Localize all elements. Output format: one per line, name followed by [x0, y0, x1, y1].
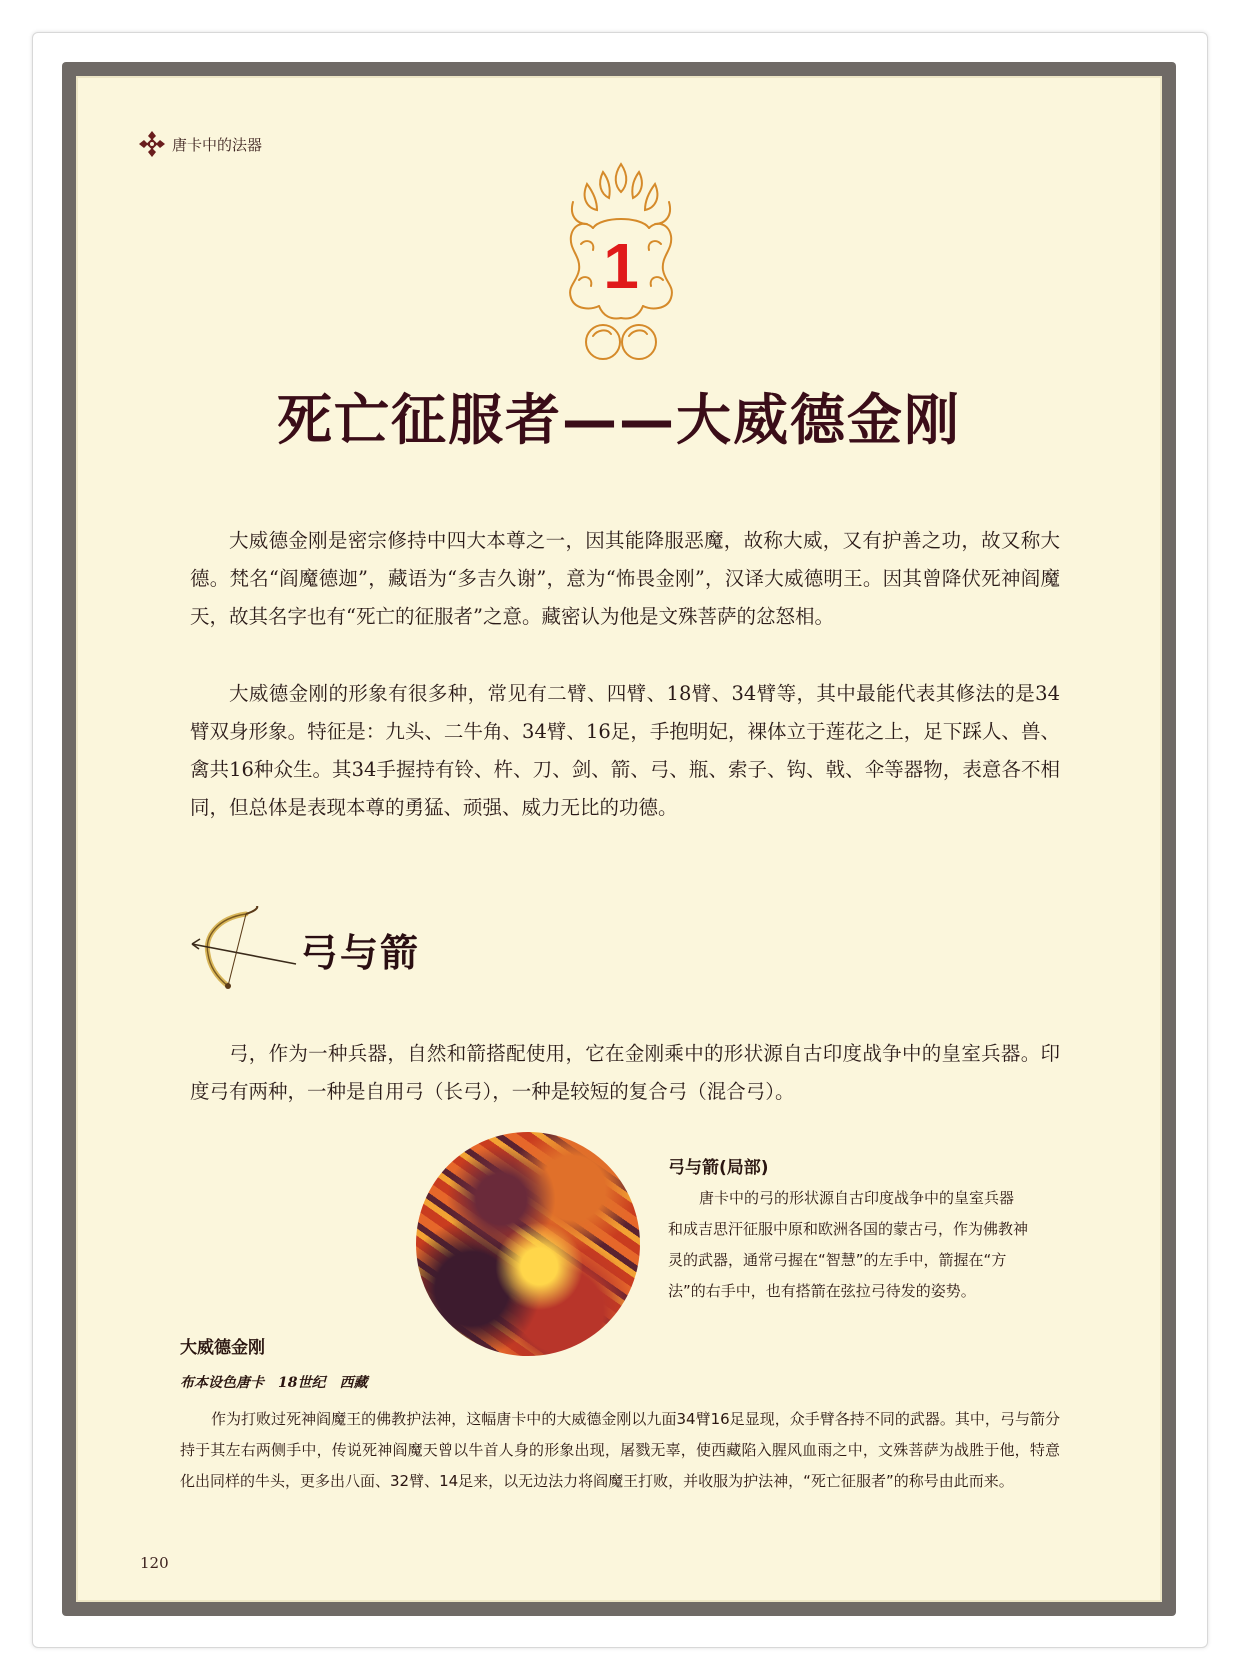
running-header: [138, 130, 262, 158]
book-page: [76, 76, 1162, 1602]
section-heading: 弓与箭: [300, 930, 421, 975]
page-title: 死亡征服者——大威德金刚: [276, 388, 961, 452]
figure-caption-meta: 布本设色唐卡 18世纪 西藏: [180, 1375, 368, 1391]
emblem-numeral: 1: [603, 230, 639, 302]
detail-caption: [668, 1153, 1028, 1307]
detail-caption-title: 弓与箭(局部): [668, 1158, 769, 1178]
intro-paragraph-2: 大威德金刚的形象有很多种，常见有二臂、四臂、18臂、34臂等，其中最能代表其修法的是34臂双身形象。特征是：九头、二牛角、34臂、16足，手抱明妃，裸体立于莲花之上，足下踩人、兽、禽共16种众生。其34手握持有铃、杵、刀、剑、箭、弓、瓶、索子、钩、戟、伞等器物，表意各不相同，但总体是表现本尊的勇猛、顽强、威力无比的功德。: [190, 682, 1060, 819]
bow-and-arrow-icon: [188, 906, 298, 990]
page-number: 120: [140, 1554, 169, 1572]
thangka-detail-image: [416, 1132, 640, 1356]
figure-caption: [180, 1333, 1060, 1497]
figure-caption-title: 大威德金刚: [180, 1338, 265, 1358]
detail-caption-body: 唐卡中的弓的形状源自古印度战争中的皇室兵器和成吉思汗征服中原和欧洲各国的蒙古弓，作为佛教神灵的武器，通常弓握在“智慧”的左手中，箭握在“方法”的右手中，也有搭箭在弦拉弓待发的姿势。: [668, 1189, 1029, 1300]
endless-knot-icon: [138, 130, 166, 158]
intro-paragraph-1: 大威德金刚是密宗修持中四大本尊之一，因其能降服恶魔，故称大威，又有护善之功，故又称大德。梵名“阎魔德迦”，藏语为“多吉久谢”，意为“怖畏金刚”，汉译大威德明王。因其曾降伏死神阎魔天，故其名字也有“死亡的征服者”之意。藏密认为他是文殊菩萨的忿怒相。: [190, 529, 1060, 628]
flame-jewel-emblem: [551, 158, 691, 364]
section-paragraph: 弓，作为一种兵器，自然和箭搭配使用，它在金刚乘中的形状源自古印度战争中的皇室兵器。印度弓有两种，一种是自用弓（长弓），一种是较短的复合弓（混合弓）。: [190, 1042, 1060, 1103]
header-label: 唐卡中的法器: [172, 135, 263, 154]
figure-caption-body: 作为打败过死神阎魔王的佛教护法神，这幅唐卡中的大威德金刚以九面34臂16足显现，众手臂各持不同的武器。其中，弓与箭分持于其左右两侧手中，传说死神阎魔天曾以牛首人身的形象出现，屠戮无辜，使西藏陷入腥风血雨之中，文殊菩萨为战胜于他，特意化出同样的牛头，更多出八面、32臂、14足来，以无边法力将阎魔王打败，并收服为护法神，“死亡征服者”的称号由此而来。: [180, 1410, 1060, 1490]
